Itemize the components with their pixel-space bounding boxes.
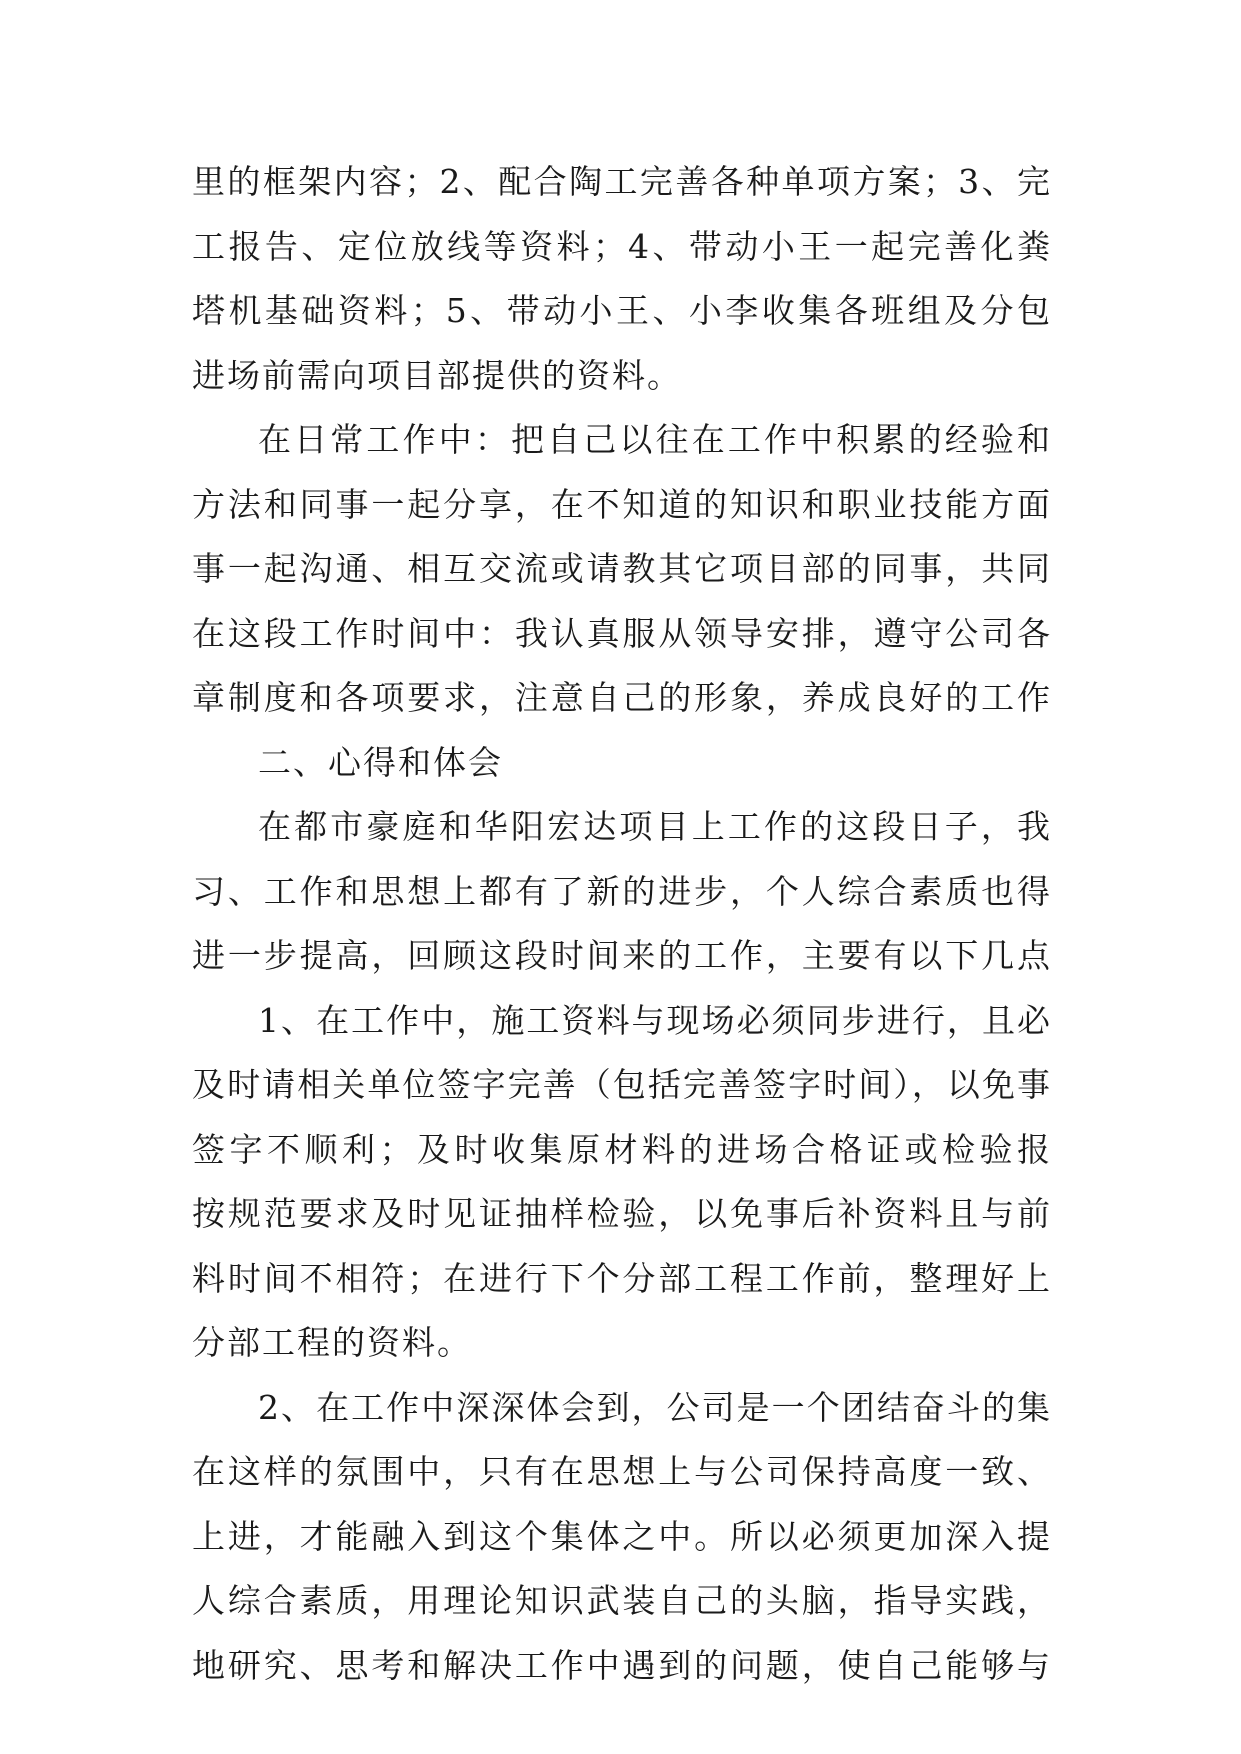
text-line: 习、工作和思想上都有了新的进步，个人综合素质也得	[192, 871, 1052, 911]
text-line: 在这段工作时间中：我认真服从领导安排，遵守公司各	[192, 613, 1052, 653]
text-line: 及时请相关单位签字完善（包括完善签字时间），以免事	[192, 1065, 1052, 1104]
text-line: 进一步提高，回顾这段时间来的工作，主要有以下几点	[192, 936, 1052, 975]
text-line: 1、在工作中，施工资料与现场必须同步进行，且必	[258, 1000, 1052, 1040]
text-line: 料时间不相符；在进行下个分部工程工作前，整理好上	[192, 1258, 1052, 1298]
text-line: 在都市豪庭和华阳宏达项目上工作的这段日子，我	[258, 807, 1052, 846]
text-line: 在日常工作中：把自己以往在工作中积累的经验和	[258, 420, 1052, 459]
text-line: 进场前需向项目部提供的资料。	[192, 355, 682, 395]
document-body-text	[192, 150, 1052, 1698]
text-line: 方法和同事一起分享，在不知道的知识和职业技能方面	[192, 484, 1052, 524]
text-line: 地研究、思考和解决工作中遇到的问题，使自己能够与	[192, 1645, 1052, 1685]
text-line: 里的框架内容；2、配合陶工完善各种单项方案；3、完	[192, 162, 1052, 201]
text-line: 签字不顺利；及时收集原材料的进场合格证或检验报	[192, 1129, 1052, 1169]
text-line: 章制度和各项要求，注意自己的形象，养成良好的工作	[192, 678, 1052, 717]
text-line: 在这样的氛围中，只有在思想上与公司保持高度一致、	[192, 1452, 1052, 1491]
text-line: 二、心得和体会	[258, 742, 503, 782]
text-line: 塔机基础资料；5、带动小王、小李收集各班组及分包	[192, 291, 1052, 330]
text-line: 上进，才能融入到这个集体之中。所以必须更加深入提	[192, 1516, 1052, 1556]
text-line: 事一起沟通、相互交流或请教其它项目部的同事，共同	[192, 549, 1052, 588]
text-line: 按规范要求及时见证抽样检验，以免事后补资料且与前	[192, 1194, 1052, 1233]
text-line: 分部工程的资料。	[192, 1323, 472, 1362]
text-line: 人综合素质，用理论知识武装自己的头脑，指导实践，	[192, 1581, 1052, 1620]
text-line: 工报告、定位放线等资料；4、带动小王一起完善化粪	[192, 226, 1052, 266]
text-line: 2、在工作中深深体会到，公司是一个团结奋斗的集	[258, 1387, 1052, 1427]
